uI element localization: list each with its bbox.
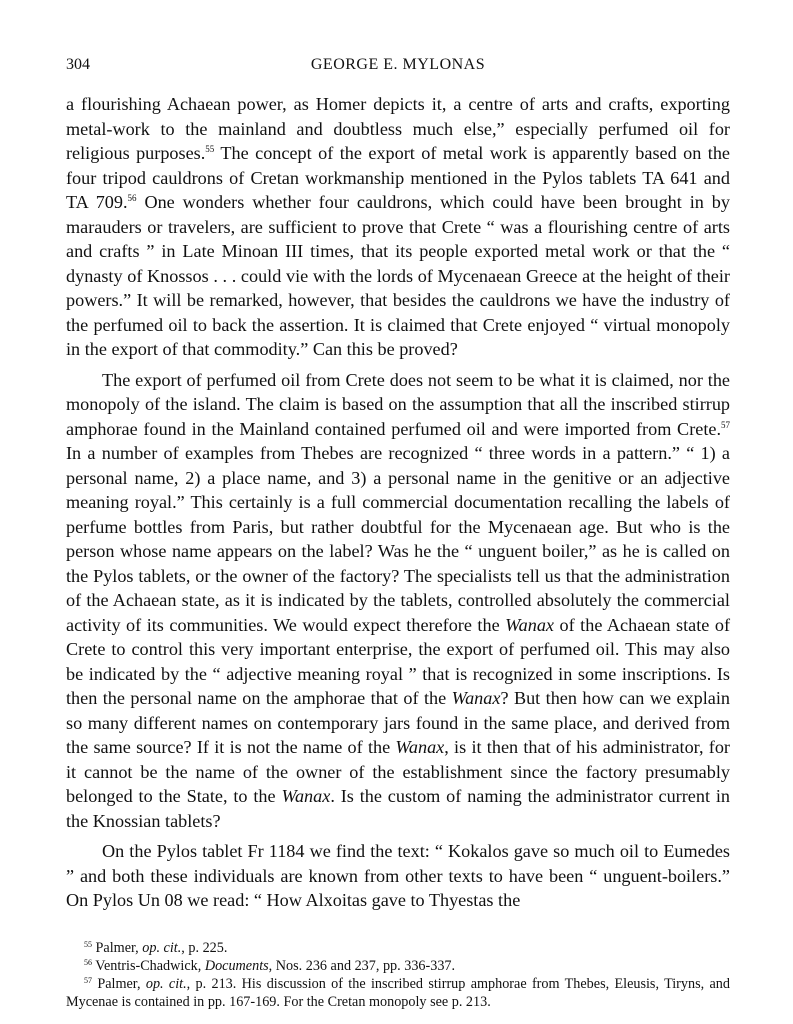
running-head: GEORGE E. MYLONAS xyxy=(310,56,486,73)
text-run: The export of perfumed oil from Crete does not seem to be what it is claimed, nor the monopoly of the island. The claim is based on the assumption that all the inscribed stirrup amphorae found in the Mainland contained perfumed oil and were imported from Crete. xyxy=(66,369,730,439)
text-run: The concept of the export of metal work is apparently based on the four tripod cauldrons of Cretan workmanship mentioned in the Pylos tablets TA 641 and TA 709. xyxy=(66,143,730,212)
italic-text: op. cit. xyxy=(142,939,182,956)
text-run: , Nos. 236 and 237, pp. 336-337. xyxy=(268,957,456,974)
text-run: , is it then that of his administrator, for it cannot be the name of the owner of the establishment since the factory presumably belonged to the State, to the xyxy=(66,737,730,806)
footnote xyxy=(66,957,730,975)
italic-text: Wanax xyxy=(281,786,331,806)
italic-text: Wanax xyxy=(451,688,501,708)
text-run: ? But then how can we explain so many different names on contemporary jars found in the same place, and derived from the same source? If it is not the name of the xyxy=(66,688,730,757)
paragraph xyxy=(66,839,730,913)
text-run: Ventris-Chadwick, xyxy=(92,957,205,974)
footnote xyxy=(66,939,730,957)
footnote-ref: 57 xyxy=(721,419,730,430)
page-number: 304 xyxy=(66,56,90,73)
text-run: a flourishing Achaean power, as Homer depicts it, a centre of arts and crafts, exporting metal-work to the mainland and doubtless much else,” especially perfumed oil for religious purposes. xyxy=(66,94,730,163)
text-run: One wonders whether four cauldrons, which could have been brought in by marauders or travelers, are sufficient to prove that Crete “ was a flourishing centre of arts and crafts ” in Late Minoan III times, that its people exported metal work or that the “ dynasty of Knossos . . . could vie with the lords of Mycenaean Greece at the height of their powers.” It will be remarked, however, that besides the cauldrons we have the industry of the perfumed oil to back the assertion. It is claimed that Crete enjoyed “ virtual monopoly in the export of that commodity.” Can this be proved? xyxy=(66,192,730,359)
text-run: of the Achaean state of Crete to control this very important enterprise, the export of perfumed oil. This may also be indicated by the “ adjective meaning royal ” that is recognized in some inscriptions. Is then the personal name on the amphorae that of the xyxy=(66,614,731,708)
text-run: Palmer, xyxy=(92,975,146,992)
text-run: On the Pylos tablet Fr 1184 we find the text: “ Kokalos gave so much oil to Eumedes ” and both these individuals are known from other texts to have been “ unguent-boilers.” On Pylos Un 08 we read: “ How Alxoitas gave to Thyestas the xyxy=(66,841,730,910)
footnote xyxy=(66,975,730,1011)
footnotes xyxy=(66,939,730,1011)
italic-text: Wanax xyxy=(395,737,445,757)
paragraph xyxy=(66,92,730,362)
paragraph xyxy=(66,368,730,834)
italic-text: Documents xyxy=(204,957,269,974)
footnote-ref: 56 xyxy=(84,957,92,967)
footnote-ref: 55 xyxy=(84,939,92,949)
text-run: Palmer, xyxy=(92,939,143,956)
text-run: , p. 213. His discussion of the inscribed stirrup amphorae from Thebes, Eleusis, Tiryns, and Mycenae is contained in pp. 167-169. For the Cretan monopoly see p. 213. xyxy=(66,975,730,1010)
footnote-ref: 55 xyxy=(205,144,215,154)
italic-text: op. cit. xyxy=(145,975,187,992)
text-run: , p. 225. xyxy=(181,939,228,956)
text-run: . Is the custom of naming the administrator current in the Knossian tablets? xyxy=(66,786,731,831)
footnote-ref: 57 xyxy=(84,975,92,985)
page xyxy=(66,56,730,1011)
italic-text: Wanax xyxy=(505,614,555,635)
footnote-ref: 56 xyxy=(127,193,137,203)
page-header xyxy=(66,56,730,78)
text-run: In a number of examples from Thebes are recognized “ three words in a pattern.” “ 1) a personal name, 2) a place name, and 3) a personal name in the genitive or an adjective meaning royal.” This certainly is a full commercial documentation recalling the labels of perfume bottles from Paris, but rather doubtful for the Mycenaean age. But who is the person whose name appears on the label? Was he the “ unguent boiler,” as he is called on the Pylos tablets, or the owner of the factory? The specialists tell us that the administration of the Achaean state, as it is indicated by the tablets, controlled absolutely the commercial activity of its communities. We would expect therefore the xyxy=(66,443,730,635)
body-text xyxy=(66,92,730,913)
